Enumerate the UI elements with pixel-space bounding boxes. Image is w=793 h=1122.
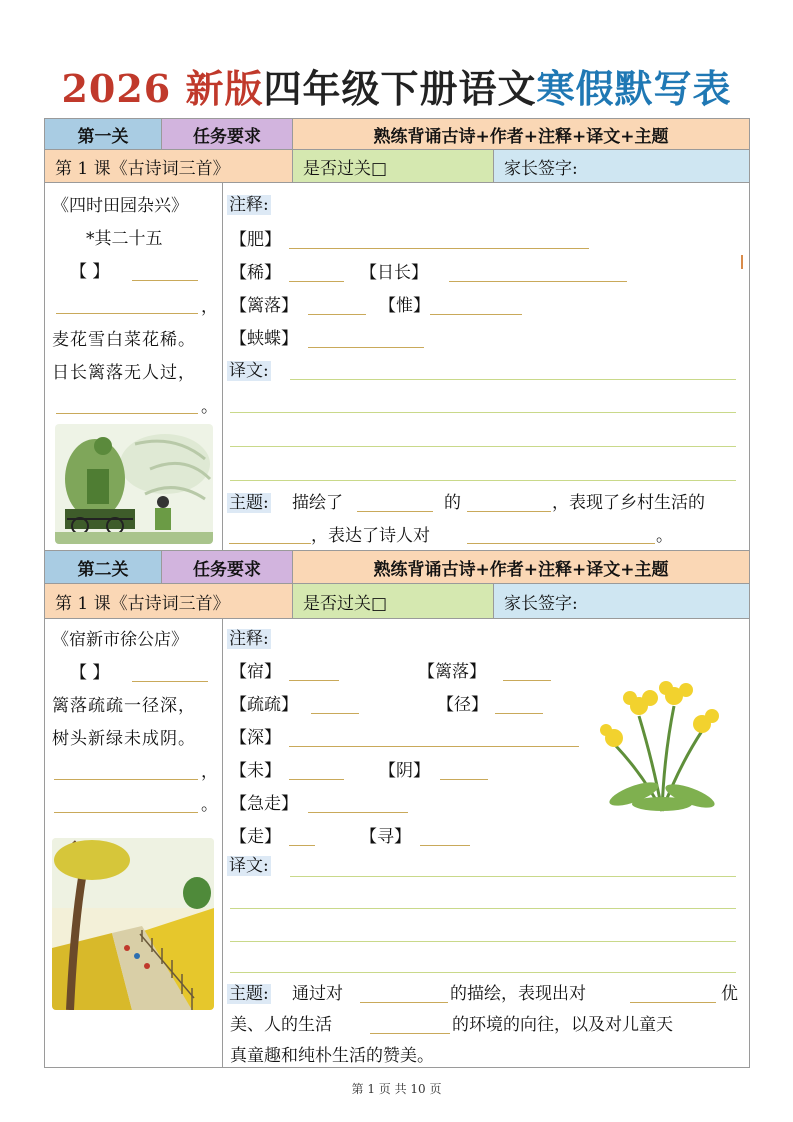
- term-fei-blank[interactable]: [289, 248, 589, 249]
- translation-line-2d[interactable]: [230, 972, 736, 973]
- pass-check-1[interactable]: 是否过关□: [292, 149, 494, 183]
- theme-text-1a: 描绘了: [292, 493, 343, 513]
- poem2-period: 。: [201, 795, 218, 815]
- term-xun-blank[interactable]: [420, 845, 470, 846]
- theme-blank-2b[interactable]: [630, 1002, 716, 1003]
- term-jiadie: 【蛱蝶】: [230, 329, 298, 349]
- poem2-line-2: 树头新绿未成阴。: [52, 729, 196, 749]
- term-zou: 【走】: [230, 827, 281, 847]
- poem2-blank-line-4[interactable]: [54, 812, 198, 813]
- lesson-1: 第 1 课《古诗词三首》: [44, 149, 293, 183]
- term-shen: 【深】: [230, 728, 281, 748]
- theme-text-1d: ，表达了诗人对: [311, 526, 430, 546]
- term-richang: 【日长】: [360, 263, 428, 283]
- poem-blank-line-1[interactable]: [56, 313, 198, 314]
- task-requirement-2: 熟练背诵古诗+作者+注释+译文+主题: [292, 550, 750, 584]
- rapeseed-flower-illustration: [594, 676, 730, 816]
- author-bracket-2: 【 】: [70, 663, 110, 683]
- parent-signature-2[interactable]: 家长签字:: [493, 583, 750, 619]
- task-label-1: 任务要求: [161, 118, 293, 150]
- poem-line-2: 麦花雪白菜花稀。: [52, 330, 196, 350]
- level-2-label: 第二关: [44, 550, 162, 584]
- theme-text-2a: 通过对: [292, 984, 343, 1004]
- theme-text-2c: 优: [721, 984, 738, 1004]
- theme-text-2f: 真童趣和纯朴生活的赞美。: [230, 1046, 434, 1066]
- theme-blank-1a[interactable]: [357, 511, 433, 512]
- term-yin: 【阴】: [379, 761, 430, 781]
- notes-label-1: 注释:: [229, 195, 269, 215]
- page-number: 第 1 页 共 10 页: [351, 1082, 442, 1096]
- theme-blank-2c[interactable]: [370, 1033, 450, 1034]
- term-xi-blank[interactable]: [289, 281, 344, 282]
- poem2-blank-line-3[interactable]: [54, 779, 198, 780]
- translation-label-2: 译文:: [229, 856, 269, 876]
- translation-line-2a[interactable]: [290, 876, 736, 877]
- translation-label-1: 译文:: [229, 361, 269, 381]
- theme-text-1b: 的: [444, 493, 461, 513]
- rapeseed-field-illustration: [52, 838, 214, 1010]
- farm-scene-illustration: [55, 424, 213, 544]
- term-jiadie-blank[interactable]: [308, 347, 424, 348]
- term-liluo-2: 【篱落】: [418, 662, 486, 682]
- poem2-comma: ，: [201, 762, 218, 782]
- title-year: 2026: [61, 66, 172, 111]
- poem-period-1: 。: [201, 397, 218, 417]
- lesson-2: 第 1 课《古诗词三首》: [44, 583, 293, 619]
- term-jing: 【径】: [437, 695, 488, 715]
- task-requirement-1: 熟练背诵古诗+作者+注释+译文+主题: [292, 118, 750, 150]
- term-su: 【宿】: [230, 662, 281, 682]
- term-liluo-blank[interactable]: [308, 314, 366, 315]
- theme-text-1c: ，表现了乡村生活的: [552, 493, 705, 513]
- term-jing-blank[interactable]: [495, 713, 543, 714]
- term-richang-blank[interactable]: [449, 281, 627, 282]
- level-1-label: 第一关: [44, 118, 162, 150]
- translation-line-1d[interactable]: [230, 480, 736, 481]
- theme-blank-1b[interactable]: [467, 511, 551, 512]
- term-wei-blank[interactable]: [430, 314, 522, 315]
- term-wei-2-blank[interactable]: [289, 779, 344, 780]
- term-wei-2: 【未】: [230, 761, 281, 781]
- translation-line-1b[interactable]: [230, 412, 736, 413]
- term-xun: 【寻】: [360, 827, 411, 847]
- term-liluo: 【篱落】: [230, 296, 298, 316]
- poem2-line-1: 篱落疏疏一径深，: [52, 696, 196, 716]
- theme-text-1e: 。: [656, 526, 673, 546]
- translation-line-2c[interactable]: [230, 941, 736, 942]
- theme-text-2e: 的环境的向往，以及对儿童天: [452, 1015, 673, 1035]
- term-fei: 【肥】: [230, 230, 281, 250]
- poem-comma-1: ，: [201, 297, 218, 317]
- translation-line-1a[interactable]: [290, 379, 736, 380]
- author-bracket-1: 【 】: [70, 262, 110, 282]
- term-shushu: 【疏疏】: [230, 695, 298, 715]
- translation-line-2b[interactable]: [230, 908, 736, 909]
- author-blank-2[interactable]: [132, 681, 208, 682]
- term-xi: 【稀】: [230, 263, 281, 283]
- theme-label-1: 主题:: [229, 493, 269, 513]
- term-shushu-blank[interactable]: [311, 713, 359, 714]
- theme-blank-1c[interactable]: [229, 543, 311, 544]
- title-new: 新版: [185, 66, 264, 111]
- term-wei: 【惟】: [379, 296, 430, 316]
- term-zou-blank[interactable]: [289, 845, 315, 846]
- theme-text-2d: 美、人的生活: [230, 1015, 332, 1035]
- theme-label-2: 主题:: [229, 984, 269, 1004]
- title-main: 四年级下册语文: [263, 66, 537, 111]
- page-title: [0, 58, 793, 113]
- margin-mark: [741, 255, 743, 269]
- term-jizou: 【急走】: [230, 794, 298, 814]
- author-blank-1[interactable]: [132, 280, 198, 281]
- poem-blank-line-4[interactable]: [56, 413, 198, 414]
- task-label-2: 任务要求: [161, 550, 293, 584]
- term-yin-blank[interactable]: [440, 779, 488, 780]
- notes-label-2: 注释:: [229, 629, 269, 649]
- term-su-blank[interactable]: [289, 680, 339, 681]
- theme-blank-1d[interactable]: [467, 543, 655, 544]
- term-shen-blank[interactable]: [289, 746, 579, 747]
- theme-blank-2a[interactable]: [360, 1002, 448, 1003]
- translation-line-1c[interactable]: [230, 446, 736, 447]
- term-liluo-2-blank[interactable]: [503, 680, 551, 681]
- poem-line-3: 日长篱落无人过，: [52, 363, 196, 383]
- title-end: 寒假默写表: [536, 66, 732, 111]
- parent-signature-1[interactable]: 家长签字:: [493, 149, 750, 183]
- term-jizou-blank[interactable]: [308, 812, 408, 813]
- pass-check-2[interactable]: 是否过关□: [292, 583, 494, 619]
- poem-title-1: 《四时田园杂兴》: [52, 196, 188, 216]
- theme-text-2b: 的描绘，表现出对: [450, 984, 586, 1004]
- poem-subtitle-1: *其二十五: [86, 229, 163, 249]
- poem-title-2: 《宿新市徐公店》: [52, 630, 188, 650]
